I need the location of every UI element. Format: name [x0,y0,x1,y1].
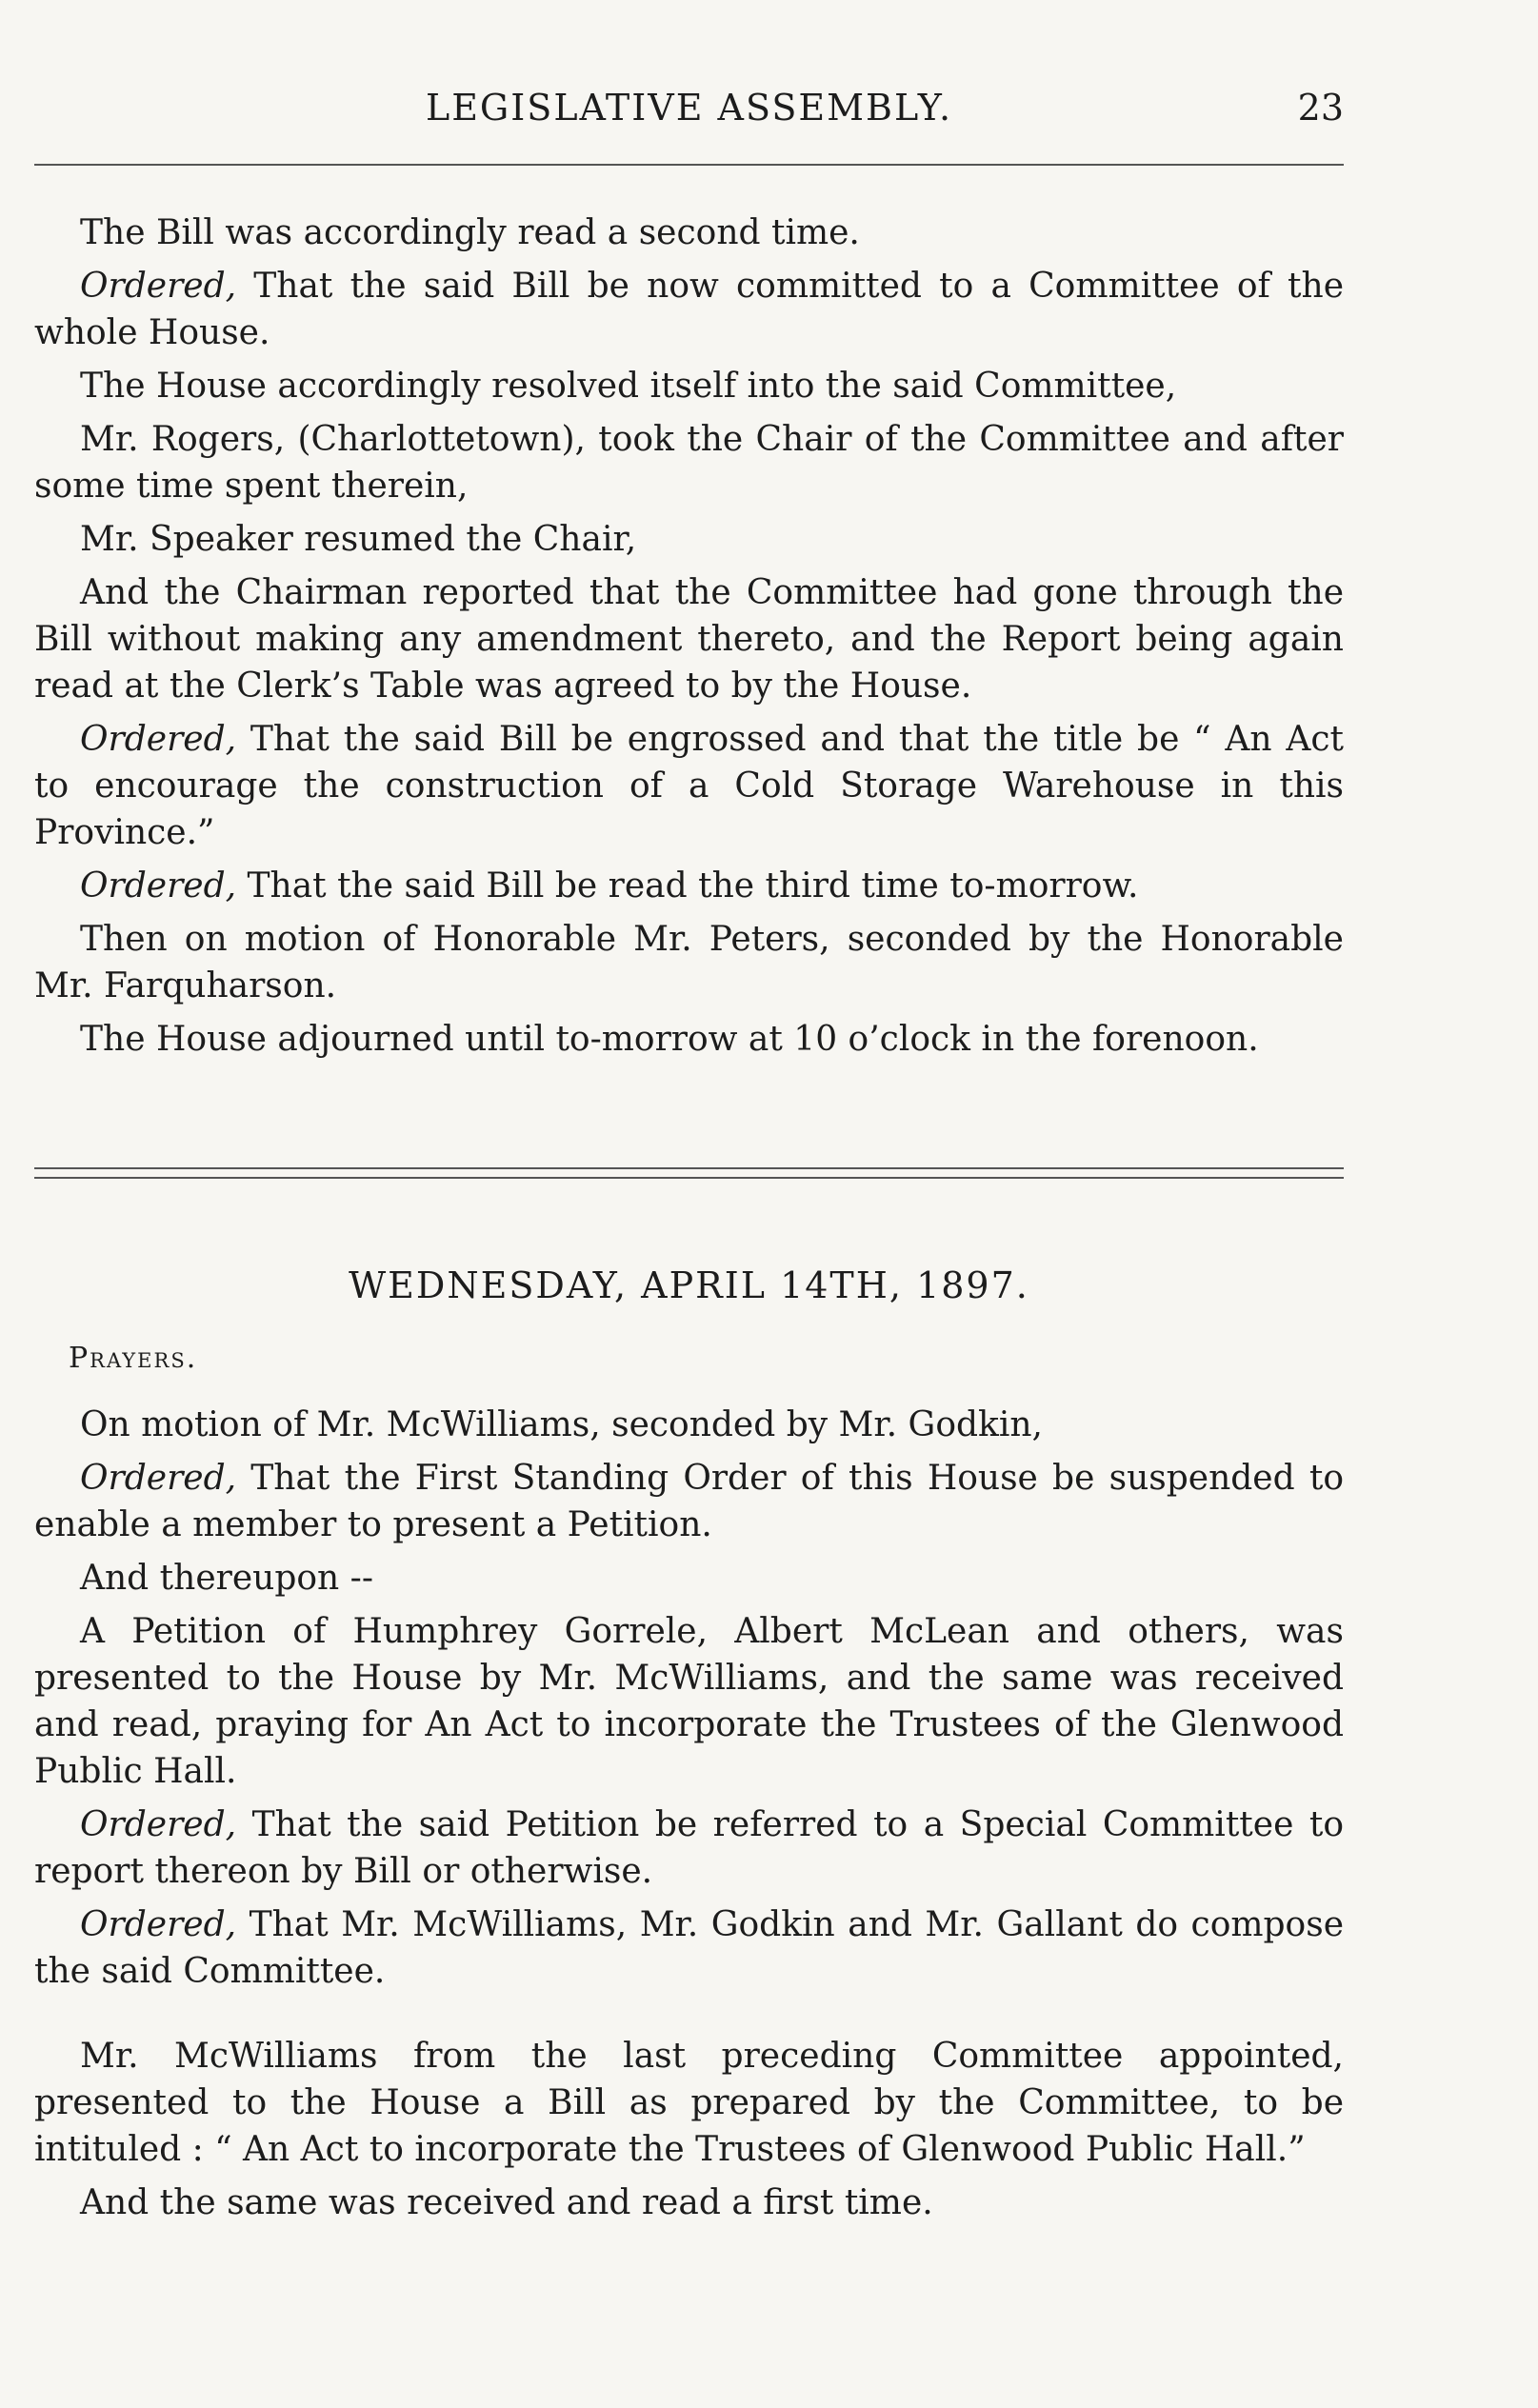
paragraph: On motion of Mr. McWilliams, seconded by Mr. Godkin, [80,1405,1043,1444]
paragraph: Ordered, That the said Bill be engrossed and that the title be “ An Act to encourage the construction of a Cold Storage Warehouse in this Province.” [34,720,1344,852]
paragraph: Ordered, That the First Standing Order of this House be suspended to enable a member to present a Petition. [34,1459,1344,1544]
running-head [34,84,1344,131]
section-rule-top [34,1167,1344,1169]
paragraph: Ordered, That the said Bill be read the third time to-morrow. [80,866,1139,905]
proceedings-part-1 [34,209,1344,1069]
paragraph: The House adjourned until to-morrow at 10 o’clock in the forenoon. [80,1020,1259,1059]
paragraph: And the same was received and read a first time. [80,2183,933,2222]
paragraph: Then on motion of Honorable Mr. Peters, seconded by the Honorable Mr. Farquharson. [34,920,1344,1005]
paragraph: And thereupon -- [80,1559,374,1598]
paragraph: Mr. Speaker resumed the Chair, [80,520,637,559]
paragraph: And the Chairman reported that the Committee had gone through the Bill without making any amendment thereto, and the Report being again read at the Clerk’s Table was agreed to by the House. [34,573,1344,706]
section-rule-bottom [34,1177,1344,1179]
paragraph: The Bill was accordingly read a second time. [80,213,860,252]
paragraph: Ordered, That the said Bill be now committed to a Committee of the whole House. [34,267,1344,352]
date-heading: WEDNESDAY, APRIL 14TH, 1897. [349,1264,1029,1306]
paragraph: A Petition of Humphrey Gorrele, Albert McLean and others, was presented to the House by Mr. McWilliams, and the same was received and read, praying for An Act to incorporate the Trustees of the Glenwood Public Hall. [34,1612,1344,1791]
page-number: 23 [1297,87,1344,129]
proceedings-part-2 [34,1402,1344,2233]
paragraph: Mr. Rogers, (Charlottetown), took the Chair of the Committee and after some time spent therein, [34,420,1344,506]
header-rule [34,164,1344,166]
paragraph: The House accordingly resolved itself into the said Committee, [80,367,1177,406]
prayers-heading: Prayers. [69,1342,198,1375]
paragraph: Ordered, That the said Petition be referred to a Special Committee to report thereon by Bill or otherwise. [34,1805,1344,1891]
paragraph: Ordered, That Mr. McWilliams, Mr. Godkin and Mr. Gallant do compose the said Committee. [34,1905,1344,1991]
running-title: LEGISLATIVE ASSEMBLY. [425,87,953,129]
paragraph: Mr. McWilliams from the last preceding Committee appointed, presented to the House a Bill as prepared by the Committee, to be intituled : “ An Act to incorporate the Trustees of Glenwood Public Hall.” [34,2037,1344,2169]
